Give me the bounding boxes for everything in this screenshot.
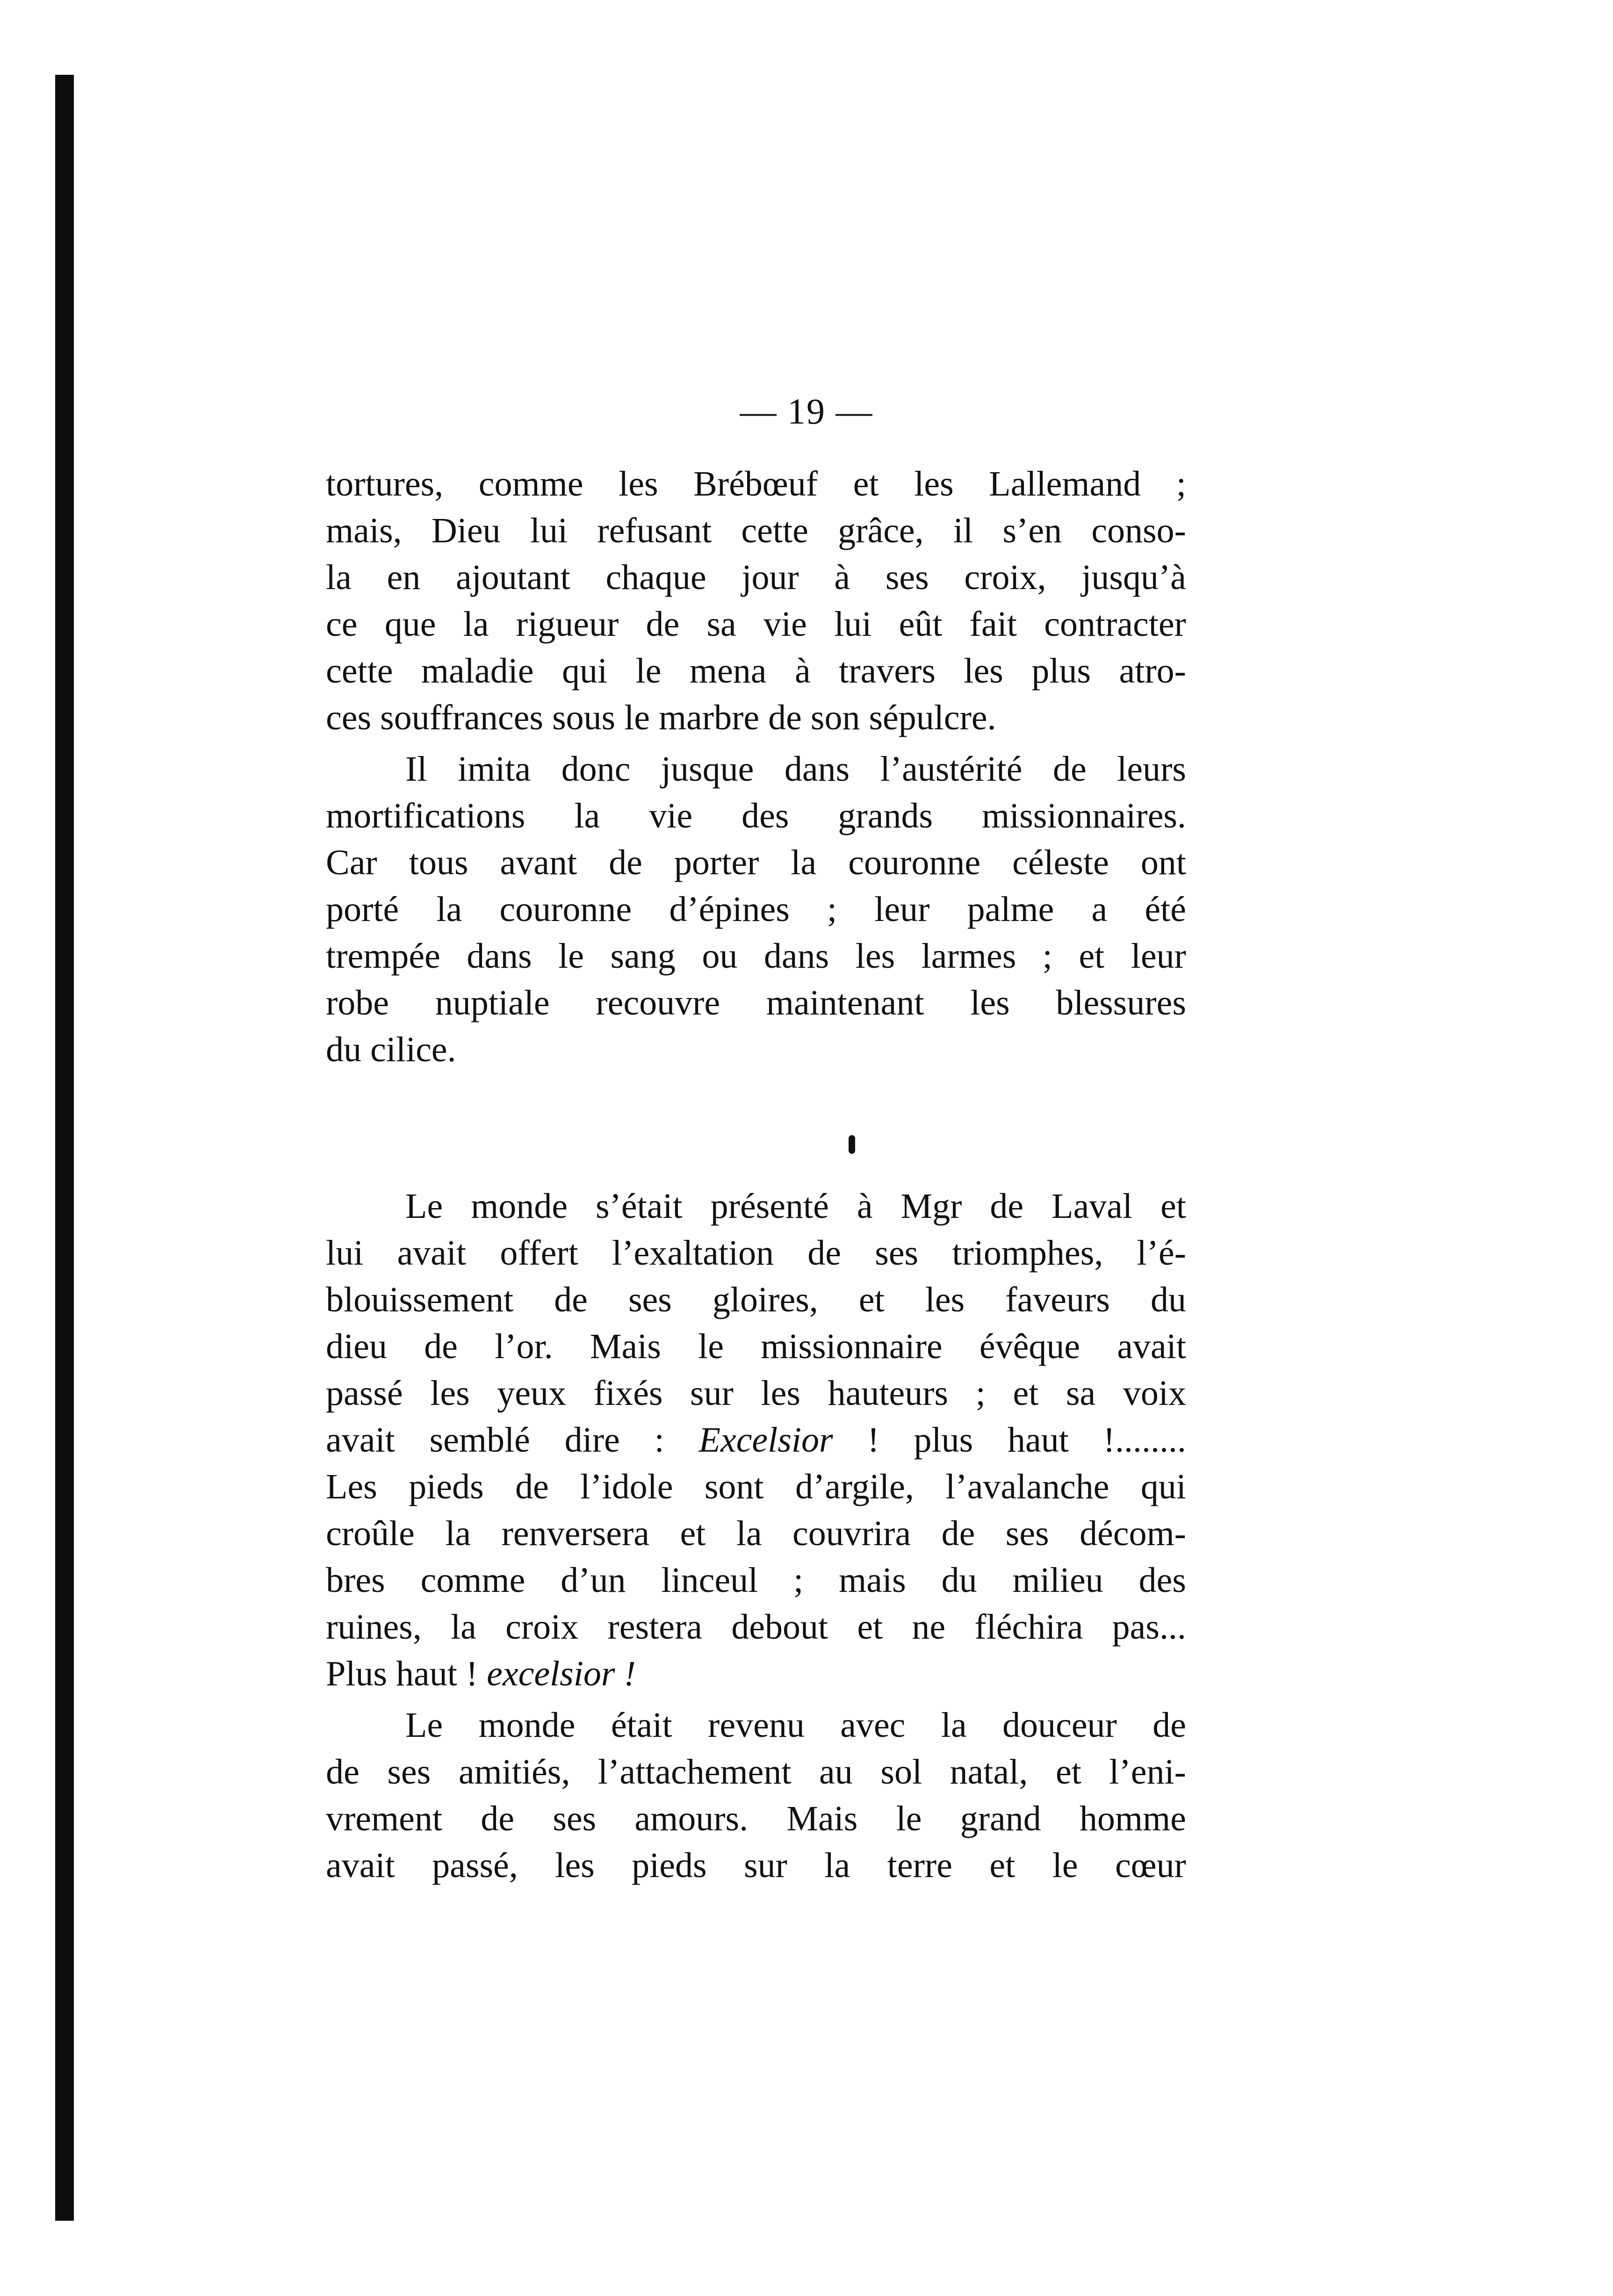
text-line: croûle la renversera et la couvrira de ses décom- (326, 1514, 1186, 1553)
text-line: Le monde était revenu avec la douceur de (405, 1706, 1186, 1745)
text-line: blouissement de ses gloires, et les faveurs du (326, 1280, 1186, 1319)
text-block-bottom (326, 1183, 1186, 1889)
text-line: ces souffrances sous le marbre de son sépulcre. (326, 698, 996, 737)
text-line: mais, Dieu lui refusant cette grâce, il s’en conso- (326, 511, 1186, 550)
paragraph-gap (326, 741, 1186, 746)
page-number: — 19 — (740, 391, 873, 432)
text-run: avait semblé dire : (326, 1420, 699, 1460)
text-line: bres comme d’un linceul ; mais du milieu des (326, 1561, 1186, 1600)
text-run: ! plus haut !........ (833, 1420, 1186, 1460)
text-line: robe nuptiale recouvre maintenant les blessures (326, 983, 1186, 1022)
text-line (326, 1650, 1186, 1697)
text-line (326, 1417, 1186, 1463)
text-line: du cilice. (326, 1030, 456, 1069)
text-line: Il imita donc jusque dans l’austérité de leurs (405, 749, 1186, 789)
text-line: dieu de l’or. Mais le missionnaire évêque avait (326, 1327, 1186, 1366)
text-line: trempée dans le sang ou dans les larmes ; et leur (326, 936, 1186, 976)
italic-text: excelsior ! (487, 1654, 636, 1693)
paragraph-gap (326, 1697, 1186, 1702)
text-line: passé les yeux fixés sur les hauteurs ; et sa voix (326, 1374, 1186, 1413)
text-line: lui avait offert l’exaltation de ses triomphes, l’é- (326, 1233, 1186, 1273)
text-line: Les pieds de l’idole sont d’argile, l’avalanche qui (326, 1467, 1186, 1506)
section-separator-mark (849, 1135, 855, 1154)
text-line: ce que la rigueur de sa vie lui eût fait contracter (326, 605, 1186, 644)
text-block-top (326, 461, 1186, 1073)
text-line: tortures, comme les Brébœuf et les Lallemand ; (326, 464, 1186, 504)
text-line: la en ajoutant chaque jour à ses croix, jusqu’à (326, 558, 1186, 597)
text-run: Plus haut ! (326, 1654, 487, 1693)
text-line: porté la couronne d’épines ; leur palme a été (326, 890, 1186, 929)
italic-text: Excelsior (698, 1420, 833, 1460)
text-line: cette maladie qui le mena à travers les plus atro- (326, 651, 1186, 691)
text-line: ruines, la croix restera debout et ne fléchira pas... (326, 1607, 1186, 1647)
text-line: Le monde s’était présenté à Mgr de Laval et (405, 1187, 1186, 1226)
text-line: mortifications la vie des grands missionnaires. (326, 796, 1186, 835)
text-line: vrement de ses amours. Mais le grand homme (326, 1799, 1186, 1838)
text-line: Car tous avant de porter la couronne céleste ont (326, 843, 1186, 882)
text-line: avait passé, les pieds sur la terre et le cœur (326, 1846, 1186, 1885)
text-line: de ses amitiés, l’attachement au sol natal, et l’eni- (326, 1752, 1186, 1792)
